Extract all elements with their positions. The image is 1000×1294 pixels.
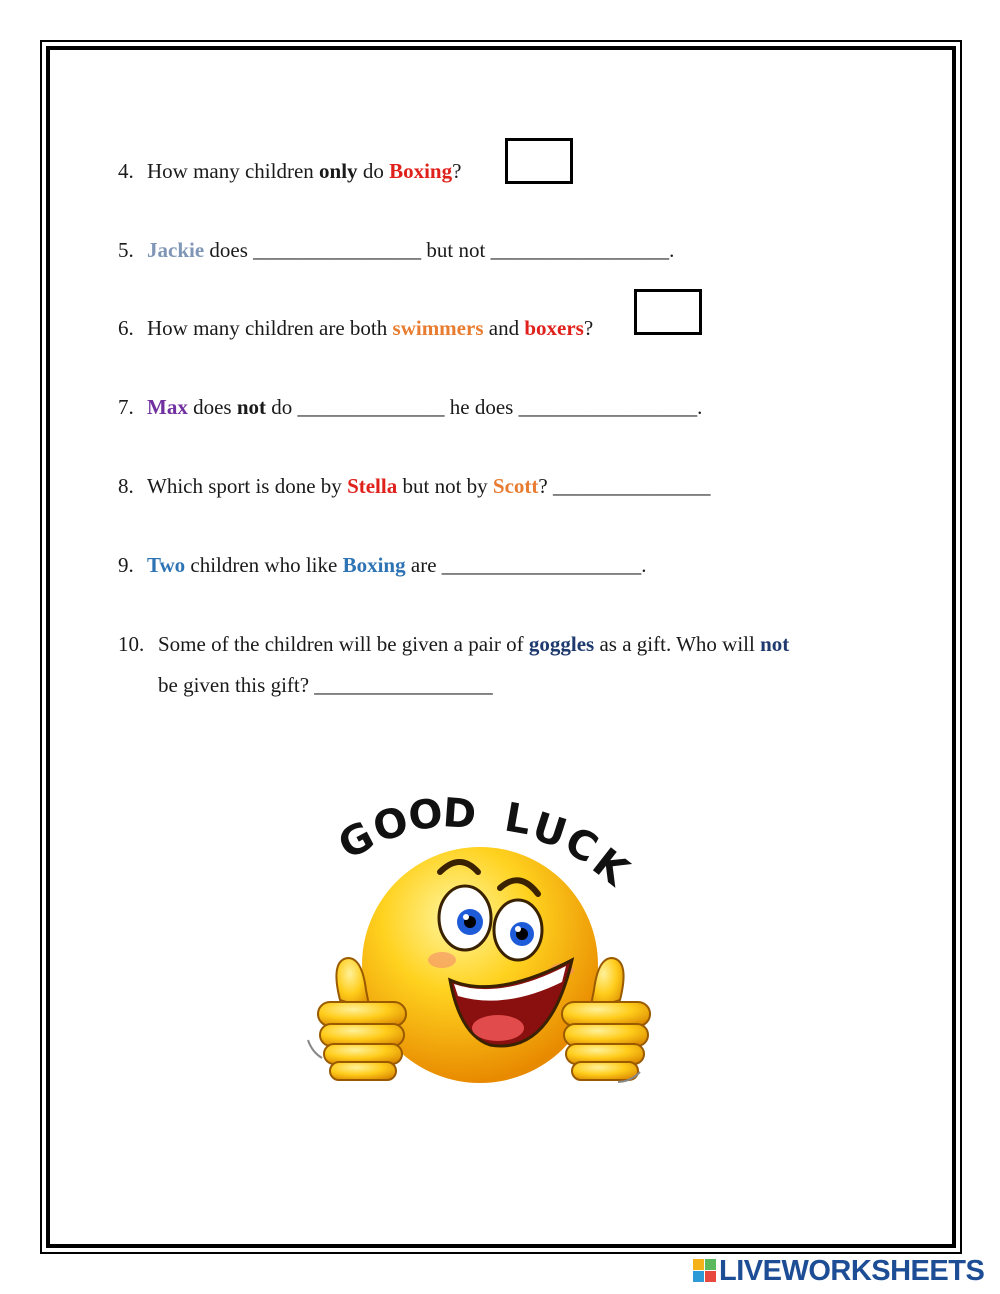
question-10: 10. Some of the children will be given a pair of goggles as a gift. Who will not (118, 632, 790, 656)
question-number: 6. (118, 316, 134, 340)
svg-text:O: O (406, 790, 445, 840)
question-number: 5. (118, 238, 134, 262)
cubes-icon (693, 1259, 717, 1283)
question-7: 7. Max does not do ______________ he does _________________. (118, 395, 703, 419)
svg-text:C: C (557, 818, 605, 873)
svg-text:K: K (583, 839, 637, 895)
question-number: 8. (118, 474, 134, 498)
svg-text:G: G (331, 812, 382, 869)
question-4: 4. How many children only do Boxing? (118, 159, 462, 183)
question-10-continued: be given this gift? _________________ (158, 673, 493, 697)
question-number: 7. (118, 395, 134, 419)
svg-text:O: O (368, 798, 414, 852)
answer-box-q6[interactable] (634, 289, 702, 335)
question-number: 10. (118, 632, 145, 656)
question-number: 9. (118, 553, 134, 577)
svg-text:D: D (441, 790, 478, 839)
svg-text:U: U (526, 803, 573, 858)
question-9: 9. Two children who like Boxing are ___________________. (118, 553, 647, 577)
liveworksheets-logo[interactable] (693, 1256, 984, 1286)
good-luck-smiley-image (300, 790, 660, 1090)
question-6: 6. How many children are both swimmers and boxers? (118, 316, 594, 340)
answer-box-q4[interactable] (505, 138, 573, 184)
question-8: 8. Which sport is done by Stella but not by Scott? _______________ (118, 474, 711, 498)
logo-text: LIVEWORKSHEETS (719, 1254, 985, 1287)
question-5: 5. Jackie does ________________ but not _________________. (118, 238, 675, 262)
svg-text:L: L (501, 794, 535, 845)
question-number: 4. (118, 159, 134, 183)
